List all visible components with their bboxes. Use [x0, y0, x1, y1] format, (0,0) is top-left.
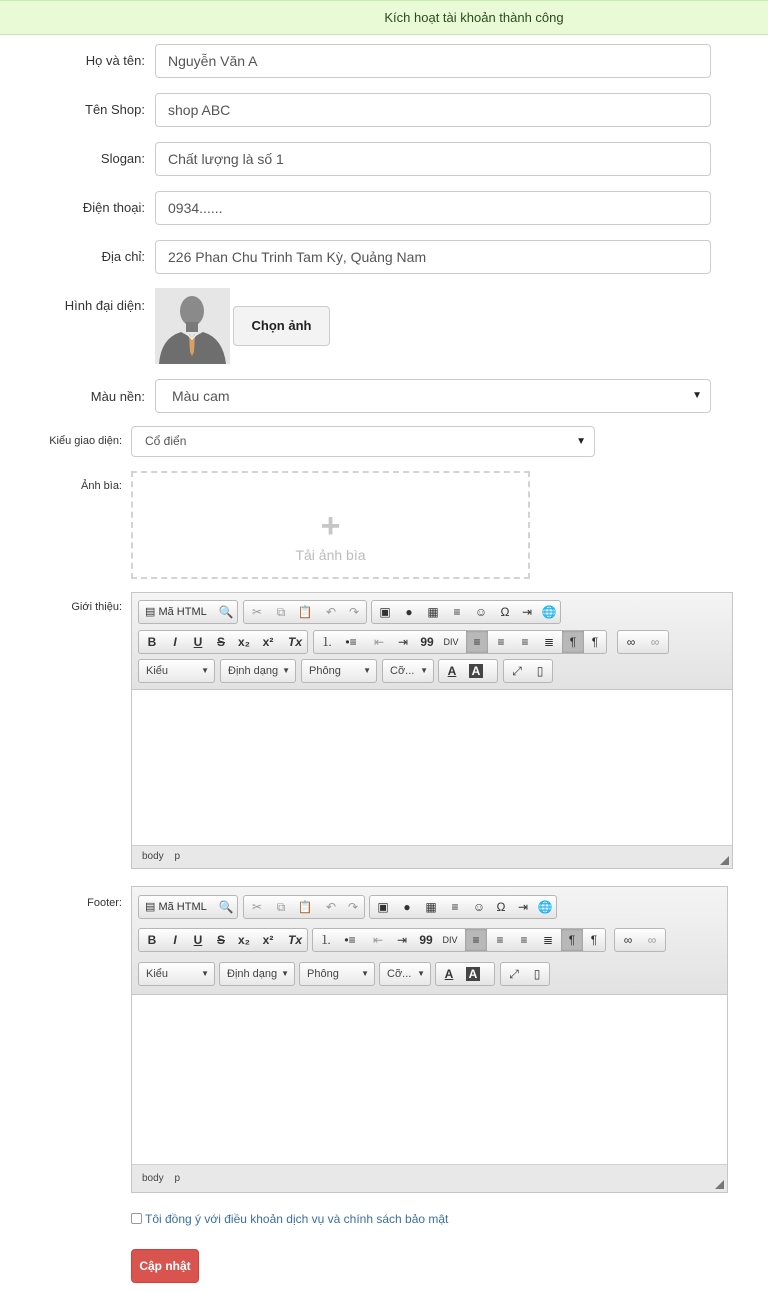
align-justify-icon[interactable]: ≣ — [542, 933, 554, 947]
caret-down-icon: ▼ — [361, 969, 369, 978]
numbered-list-icon[interactable]: ⒈ — [319, 933, 332, 947]
div-container-icon[interactable]: DIV — [443, 637, 459, 647]
strike-icon[interactable]: S — [216, 933, 225, 947]
align-right-icon[interactable]: ≡ — [521, 635, 529, 649]
person-silhouette-icon — [155, 288, 230, 364]
background-label: Màu nền: — [90, 389, 145, 404]
size-combo[interactable]: Cỡ... ▼ — [379, 962, 431, 986]
cover-label: Ảnh bìa: — [81, 480, 122, 492]
superscript-icon[interactable]: x² — [262, 635, 274, 649]
footer-label: Footer: — [87, 897, 122, 909]
theme-select-value: Cổ điển — [145, 434, 187, 448]
indent-icon[interactable]: ⇥ — [396, 933, 408, 947]
bullet-list-icon[interactable]: •≡ — [344, 933, 356, 947]
background-color-icon[interactable]: A — [466, 967, 480, 981]
rtl-icon[interactable]: ¶ — [591, 635, 599, 649]
iframe-globe-icon[interactable]: 🌐 — [541, 605, 557, 619]
blockquote-icon[interactable]: 99 — [420, 635, 434, 649]
show-blocks-icon[interactable]: ▯ — [533, 967, 541, 981]
path-p[interactable]: p — [174, 1173, 181, 1184]
format-combo[interactable]: Định dạng ▼ — [219, 962, 295, 986]
maximize-icon[interactable]: ⤢ — [512, 664, 522, 678]
font-color-icon[interactable]: A — [447, 664, 457, 678]
success-alert: Kích hoạt tài khoản thành công — [0, 0, 768, 35]
intro-content-area[interactable] — [132, 690, 732, 845]
terms-checkbox[interactable] — [131, 1213, 142, 1224]
name-input[interactable]: Nguyễn Văn A — [155, 44, 711, 78]
remove-format-icon[interactable]: Tx — [287, 933, 302, 947]
element-path — [132, 1164, 727, 1192]
page-break-icon[interactable]: ⇥ — [521, 605, 533, 619]
redo-icon[interactable]: ↷ — [348, 605, 360, 619]
font-combo[interactable]: Phông ▼ — [299, 962, 375, 986]
copy-icon[interactable]: ⧉ — [276, 605, 286, 619]
path-p[interactable]: p — [174, 851, 181, 862]
outdent-icon[interactable]: ⇤ — [373, 635, 385, 649]
resize-handle-icon[interactable] — [720, 856, 729, 865]
styles-combo[interactable]: Kiểu ▼ — [138, 659, 215, 683]
footer-editor — [131, 886, 728, 1193]
maximize-icon[interactable]: ⤢ — [509, 967, 519, 981]
horizontal-rule-icon[interactable]: ≡ — [453, 605, 461, 619]
paste-icon[interactable]: 📋 — [297, 900, 313, 914]
special-char-icon[interactable]: Ω — [500, 605, 510, 619]
horizontal-rule-icon[interactable]: ≡ — [451, 900, 459, 914]
theme-select[interactable] — [131, 426, 595, 457]
bold-icon[interactable]: B — [147, 933, 157, 947]
font-combo[interactable]: Phông ▼ — [301, 659, 377, 683]
superscript-icon[interactable]: x² — [262, 933, 274, 947]
address-label: Địa chỉ: — [101, 249, 145, 264]
unlink-icon[interactable]: ∞ — [650, 635, 660, 649]
source-button[interactable]: ▤ Mã HTML — [145, 606, 207, 618]
background-color-icon[interactable]: A — [469, 664, 483, 678]
image-icon[interactable]: ▣ — [379, 605, 391, 619]
bold-icon[interactable]: B — [147, 635, 157, 649]
align-right-icon[interactable]: ≡ — [520, 933, 528, 947]
theme-label: Kiểu giao diện: — [49, 435, 122, 447]
show-blocks-icon[interactable]: ▯ — [536, 664, 544, 678]
footer-content-area[interactable] — [132, 995, 727, 1164]
element-path — [132, 845, 732, 868]
italic-icon[interactable]: I — [173, 933, 177, 947]
bullet-list-icon[interactable]: •≡ — [345, 635, 357, 649]
shop-label: Tên Shop: — [85, 102, 145, 117]
source-button[interactable]: ▤ Mã HTML — [145, 901, 207, 913]
cut-icon[interactable]: ✂ — [251, 900, 263, 914]
page-break-icon[interactable]: ⇥ — [517, 900, 529, 914]
subscript-icon[interactable]: x₂ — [237, 635, 250, 649]
background-select[interactable] — [155, 379, 711, 413]
caret-down-icon: ▼ — [420, 666, 428, 675]
image-icon[interactable]: ▣ — [377, 900, 389, 914]
slogan-input[interactable]: Chất lượng là số 1 — [155, 142, 711, 176]
subscript-icon[interactable]: x₂ — [237, 933, 250, 947]
caret-down-icon: ▼ — [281, 969, 289, 978]
path-body[interactable]: body — [142, 1173, 164, 1184]
align-left-icon[interactable]: ≡ — [465, 929, 487, 951]
redo-icon[interactable]: ↷ — [347, 900, 359, 914]
italic-icon[interactable]: I — [173, 635, 177, 649]
choose-image-button[interactable]: Chọn ảnh — [233, 306, 330, 346]
preview-icon[interactable]: 🔍 — [218, 605, 234, 619]
align-center-icon[interactable]: ≡ — [497, 635, 505, 649]
caret-down-icon: ▼ — [417, 969, 425, 978]
editor-toolbar — [132, 593, 732, 690]
outdent-icon[interactable]: ⇤ — [372, 933, 384, 947]
flash-icon[interactable]: ● — [403, 900, 411, 914]
align-center-icon[interactable]: ≡ — [496, 933, 504, 947]
undo-icon[interactable]: ↶ — [325, 605, 337, 619]
underline-icon[interactable]: U — [193, 933, 203, 947]
table-icon[interactable]: ▦ — [425, 900, 437, 914]
source-icon: ▤ — [145, 606, 156, 618]
caret-down-icon: ▼ — [201, 969, 209, 978]
copy-icon[interactable]: ⧉ — [276, 900, 286, 914]
slogan-label: Slogan: — [100, 151, 145, 166]
rtl-icon[interactable]: ¶ — [590, 933, 598, 947]
source-icon: ▤ — [145, 901, 156, 913]
font-color-icon[interactable]: A — [444, 967, 454, 981]
smiley-icon[interactable]: ☺ — [474, 605, 488, 619]
cut-icon[interactable]: ✂ — [251, 605, 263, 619]
avatar-label: Hình đại diện: — [64, 298, 145, 313]
intro-label: Giới thiệu: — [71, 601, 122, 613]
undo-icon[interactable]: ↶ — [325, 900, 337, 914]
address-input[interactable]: 226 Phan Chu Trinh Tam Kỳ, Quảng Nam — [155, 240, 711, 274]
numbered-list-icon[interactable]: ⒈ — [320, 635, 333, 649]
path-body[interactable]: body — [142, 851, 164, 862]
phone-label: Điện thoại: — [82, 200, 145, 215]
link-icon[interactable]: ∞ — [626, 635, 636, 649]
shop-input[interactable]: shop ABC — [155, 93, 711, 127]
caret-down-icon: ▼ — [201, 666, 209, 675]
name-label: Họ và tên: — [85, 53, 145, 68]
background-select-value: Màu cam — [172, 388, 230, 404]
remove-format-icon[interactable]: Tx — [287, 635, 302, 649]
unlink-icon[interactable]: ∞ — [647, 933, 657, 947]
table-icon[interactable]: ▦ — [427, 605, 439, 619]
link-icon[interactable]: ∞ — [623, 933, 633, 947]
ltr-icon[interactable]: ¶ — [562, 631, 584, 653]
align-justify-icon[interactable]: ≣ — [543, 635, 555, 649]
resize-handle-icon[interactable] — [715, 1180, 724, 1189]
format-combo[interactable]: Định dạng ▼ — [220, 659, 296, 683]
terms-text[interactable]: Tôi đồng ý với điều khoản dịch vụ và chính sách bảo mật — [145, 1212, 449, 1226]
caret-down-icon: ▼ — [576, 436, 586, 447]
caret-down-icon: ▼ — [692, 390, 702, 401]
avatar-image — [155, 288, 230, 364]
cover-upload-area[interactable] — [131, 471, 530, 579]
preview-icon[interactable]: 🔍 — [218, 900, 234, 914]
special-char-icon[interactable]: Ω — [496, 900, 506, 914]
flash-icon[interactable]: ● — [405, 605, 413, 619]
phone-input[interactable]: 0934...... — [155, 191, 711, 225]
iframe-globe-icon[interactable]: 🌐 — [537, 900, 553, 914]
smiley-icon[interactable]: ☺ — [472, 900, 486, 914]
blockquote-icon[interactable]: 99 — [419, 933, 433, 947]
terms-agreement[interactable] — [131, 1212, 448, 1226]
intro-editor — [131, 592, 733, 869]
paste-icon[interactable]: 📋 — [297, 605, 313, 619]
caret-down-icon: ▼ — [363, 666, 371, 675]
update-button[interactable]: Cập nhật — [131, 1249, 199, 1283]
size-combo[interactable]: Cỡ... ▼ — [382, 659, 434, 683]
styles-combo[interactable]: Kiểu ▼ — [138, 962, 215, 986]
div-container-icon[interactable]: DIV — [442, 935, 458, 945]
strike-icon[interactable]: S — [216, 635, 225, 649]
underline-icon[interactable]: U — [193, 635, 203, 649]
ltr-icon[interactable]: ¶ — [561, 929, 583, 951]
align-left-icon[interactable]: ≡ — [466, 631, 488, 653]
plus-icon: + — [320, 507, 341, 545]
caret-down-icon: ▼ — [282, 666, 290, 675]
indent-icon[interactable]: ⇥ — [397, 635, 409, 649]
cover-upload-text: Tải ảnh bìa — [295, 547, 366, 563]
editor-toolbar — [132, 887, 727, 995]
